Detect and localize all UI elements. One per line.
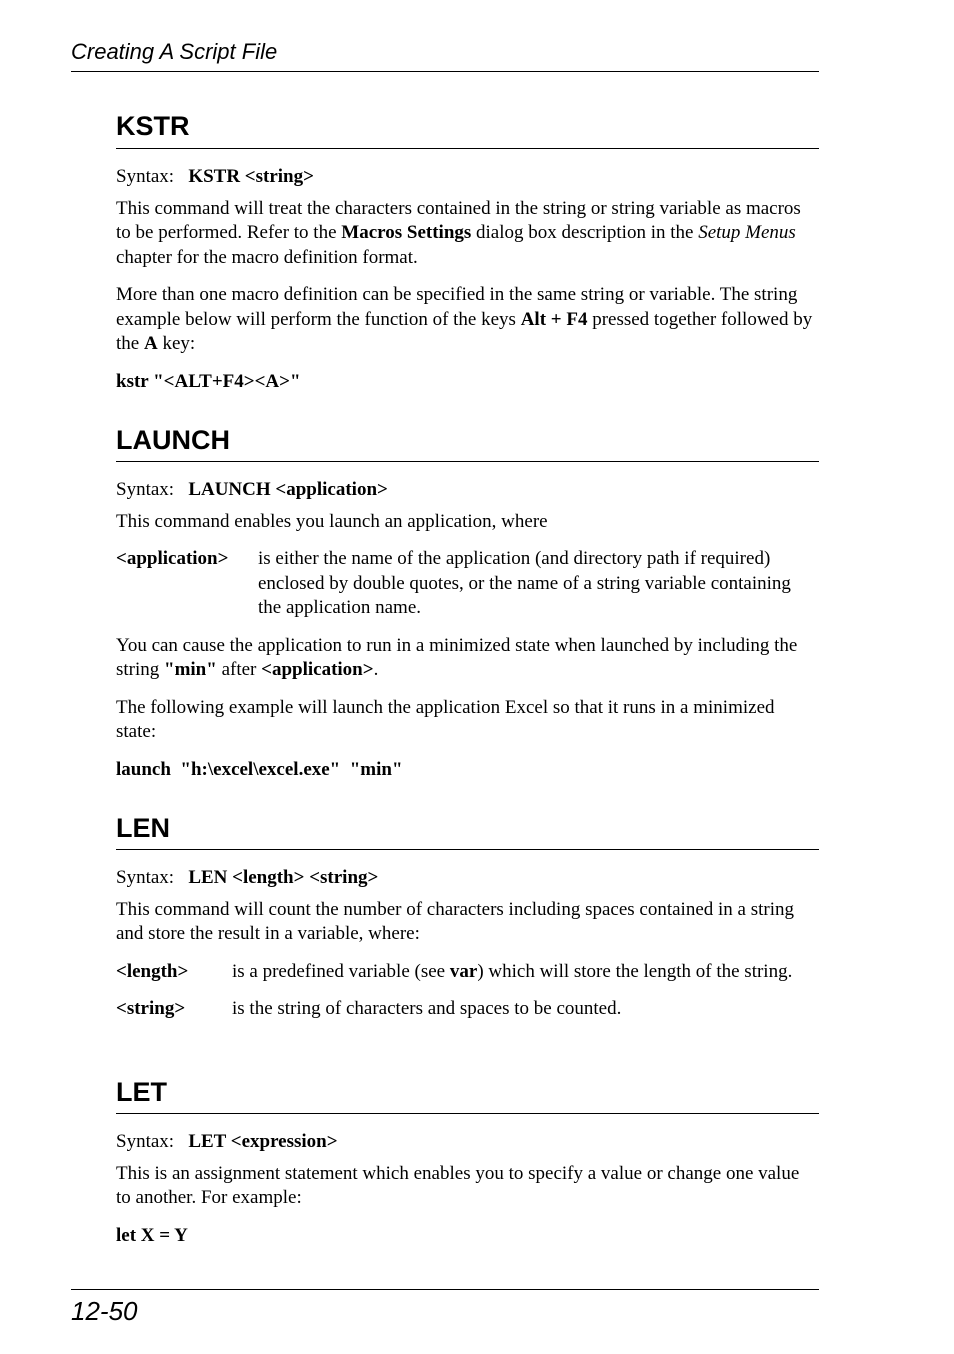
syntax-command: LAUNCH <application> <box>188 479 388 500</box>
page-number: 12-50 <box>71 1296 138 1326</box>
definition-description: is the string of characters and spaces to be counted. <box>232 998 622 1019</box>
section-len <box>116 866 816 1022</box>
bold-term: Alt + F4 <box>520 308 588 330</box>
bold-term: var <box>449 960 478 982</box>
definition-term: <application> <box>116 548 229 569</box>
paragraph: The following example will launch the application Excel so that it runs in a minimized state: <box>116 696 775 742</box>
header-rule <box>71 71 819 72</box>
section-let <box>116 1130 816 1248</box>
section-launch <box>116 478 816 782</box>
syntax-line <box>116 866 816 891</box>
syntax-line <box>116 165 816 190</box>
syntax-line <box>116 1130 816 1155</box>
bold-term: <application> <box>261 659 374 680</box>
section-rule-len <box>116 849 819 850</box>
paragraph: This command enables you launch an application, where <box>116 510 548 532</box>
syntax-label: Syntax: <box>116 479 175 500</box>
section-rule-let <box>116 1113 819 1114</box>
syntax-label: Syntax: <box>116 867 175 888</box>
syntax-command: KSTR <string> <box>188 166 314 187</box>
syntax-command: LET <expression> <box>188 1131 338 1152</box>
running-header-title: Creating A Script File <box>71 39 278 64</box>
paragraph: You can cause the application to run in a minimized state when launched by including the string "min" after <application>. <box>116 634 798 680</box>
code-example: launch "h:\excel\excel.exe" "min" <box>116 758 403 780</box>
paragraph: This is an assignment statement which enables you to specify a value or change one value to another. For example: <box>116 1162 800 1208</box>
section-heading-len: LEN <box>116 813 170 843</box>
bold-term: A <box>143 333 158 354</box>
bold-term: "min" <box>164 659 217 680</box>
paragraph: More than one macro definition can be specified in the same string or variable. The string example below will perform the function of the keys Alt + F4 pressed together followed by the A key: <box>116 284 813 354</box>
footer-rule <box>71 1289 819 1290</box>
section-heading-kstr: KSTR <box>116 111 190 141</box>
definition-row <box>116 547 816 621</box>
syntax-label: Syntax: <box>116 1131 175 1152</box>
syntax-label: Syntax: <box>116 166 175 187</box>
definition-row <box>116 960 816 985</box>
section-kstr <box>116 165 816 394</box>
bold-term: Macros Settings <box>341 222 472 243</box>
definition-row <box>116 997 816 1022</box>
definition-description: is a predefined variable (see var) which will store the length of the string. <box>232 960 793 982</box>
syntax-command: LEN <length> <string> <box>188 867 379 888</box>
italic-reference: Setup Menus <box>698 222 796 243</box>
definition-term: <length> <box>116 960 189 982</box>
paragraph: This command will count the number of characters including spaces contained in a string and store the result in a variable, where: <box>116 898 794 944</box>
paragraph: This command will treat the characters contained in the string or string variable as macros to be performed. Refer to the Macros Settings dialog box description in the Setup Menus chapter for the macro definition format. <box>116 197 801 268</box>
code-example: kstr "<ALT+F4><A>" <box>116 370 301 392</box>
section-rule-launch <box>116 461 819 462</box>
code-example: let X = Y <box>116 1224 188 1246</box>
syntax-line <box>116 478 816 503</box>
section-heading-launch: LAUNCH <box>116 425 230 455</box>
section-rule-kstr <box>116 148 819 149</box>
definition-term: <string> <box>116 998 186 1019</box>
section-heading-let: LET <box>116 1077 167 1107</box>
definition-description: is either the name of the application (and directory path if required) enclosed by double quotes, or the name of a string variable containing the application name. <box>258 548 791 618</box>
